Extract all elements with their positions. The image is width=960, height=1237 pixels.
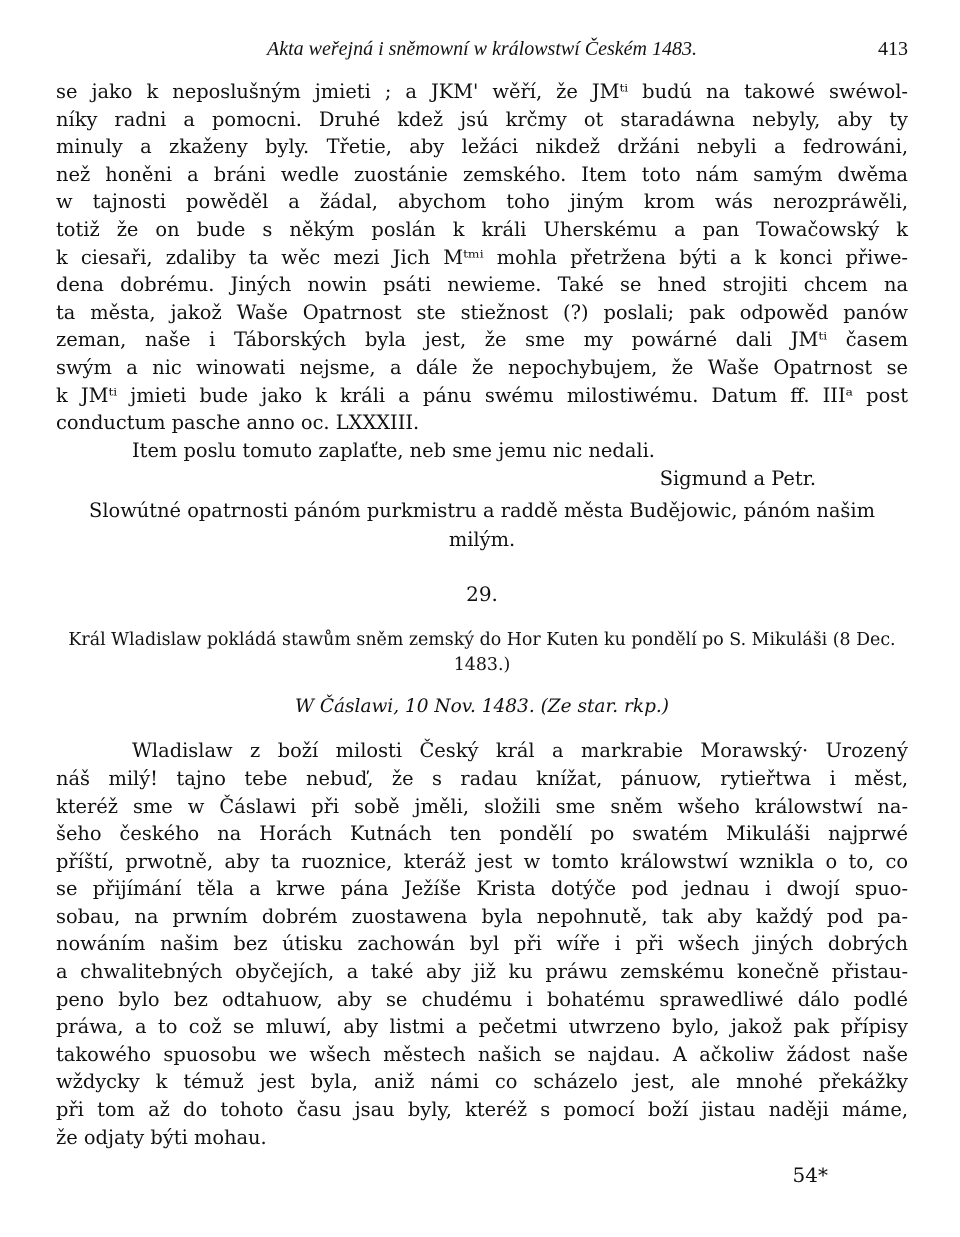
text-line: dena dobrému. Jiných nowin psáti newieme. Také se hned strojiti chcem na	[56, 273, 908, 297]
letter-text	[56, 78, 908, 554]
text-line: w tajnosti powěděl a žádal, abychom toho jiným krom wás nerozpráwěli,	[56, 190, 908, 214]
text-line: totiž že on bude s někým poslán k králi Uherskému a pan Towačowský k	[56, 217, 908, 241]
text-line: nowáním našim bez útisku zachowán byl při wíře i při wšech jiných dobrých	[56, 932, 908, 956]
text-line: conductum pasche anno oc. LXXXIII.	[56, 411, 420, 435]
document-regest: Král Wladislaw pokládá stawům sněm zemský do Hor Kuten ku pondělí po S. Mikuláši (8 Dec. 1483.)	[68, 630, 896, 676]
document-text	[56, 737, 908, 1151]
text-line: že odjaty býti mohau.	[56, 1125, 267, 1149]
document-number: 29.	[466, 582, 498, 607]
text-line: k JMᵗⁱ jmieti bude jako k králi a pánu swému milostiwému. Datum ff. IIIᵃ post	[56, 383, 908, 407]
text-line: minuly a zkaženy byly. Třetie, aby ležáci nikdež držáni nebyli a fedrowáni,	[56, 135, 908, 159]
text-line: ta města, jakož Waše Opatrnost ste stiežnost (?) poslali; pak odpowěd panów	[56, 300, 908, 324]
text-line: se jako k neposlušným jmieti ; a JKM' wěří, že JMᵗⁱ budú na takowé swéwol-	[56, 80, 908, 103]
text-line: zeman, naše i Táborských byla jest, že sme my powárné dali JMᵗⁱ časem	[56, 328, 908, 352]
running-title: Akta weřejná i sněmowní w králowstwí Českém 1483.	[267, 38, 697, 60]
text-line: takowého spuosobu we wšech městech našich se najdau. A ačkoliw žádost naše	[56, 1042, 908, 1066]
document-dateline: W Čáslawi, 10 Nov. 1483. (Ze star. rkp.)	[294, 696, 670, 718]
letter-signature: Sigmund a Petr.	[659, 467, 816, 491]
text-line: peno bylo bez odtahuow, aby se chudému i bohatému sprawedliwé dálo podlé	[56, 987, 908, 1011]
text-line: k ciesaři, zdaliby ta wěc mezi Jich Mᵗᵐⁱ mohla přetržena býti a k konci přiwe-	[56, 245, 908, 269]
text-line: sobau, na prwním dobrém zuostawena byla nepohnutě, tak aby každý pod pa-	[56, 904, 908, 928]
letter-body	[56, 78, 908, 464]
running-head	[56, 38, 908, 78]
text-line: kteréž sme w Čáslawi při sobě jměli, složili sme sněm wšeho králowstwí na-	[56, 794, 908, 818]
text-line: swým a nic winowati nejsme, a dále že nepochybujem, že Waše Opatrnost se	[56, 355, 908, 379]
text-line: šeho českého na Horách Kutnách ten pondělí po swatém Mikuláši najprwé	[56, 822, 908, 846]
signature-mark: 54*	[792, 1163, 828, 1188]
text-line: než honěni a bráni wedle zuostánie zemského. Item toto nám samým dwěma	[56, 162, 908, 186]
page-number: 413	[878, 38, 908, 60]
text-line: wždycky k témuž jest byla, aniž námi co scházelo jest, ale mnohé překážky	[56, 1070, 908, 1094]
letter-address: Slowútné opatrnosti pánóm purkmistru a raddě města Budějowic, pánóm našim milým.	[89, 499, 875, 552]
text-line: a chwalitebných obyčejích, a také aby již ku práwu zemskému konečně přistau-	[56, 960, 908, 984]
text-line: Wladislaw z boží milosti Český král a markrabie Morawský· Urozený	[132, 739, 908, 763]
text-line: se přijímání těla a krwe pána Ježíše Krista dotýče pod jednau i dwojí spuo-	[56, 877, 908, 901]
text-line: při tom až do tohoto času jsau byly, kteréž s pomocí boží jistau naději máme,	[56, 1098, 908, 1122]
text-line: níky radni a pomocni. Druhé kdež jsú krčmy ot staradáwna nebyly, aby ty	[56, 107, 908, 131]
text-line: příští, prwotně, aby ta ruoznice, kteráž jest w tomto králowstwí wznikla o to, co	[56, 849, 908, 873]
text-line: práwa, a to což se mluwí, aby listmi a pečetmi utwrzeno bylo, jakož pak přípisy	[56, 1015, 908, 1039]
document-body	[56, 737, 908, 1151]
text-line: náš milý! tajno tebe nebuď, že s radau knížat, pánuow, rytieřtwa i měst,	[56, 766, 908, 790]
letter-closing: Item poslu tomuto zaplaťte, neb sme jemu nic nedali.	[132, 438, 655, 462]
